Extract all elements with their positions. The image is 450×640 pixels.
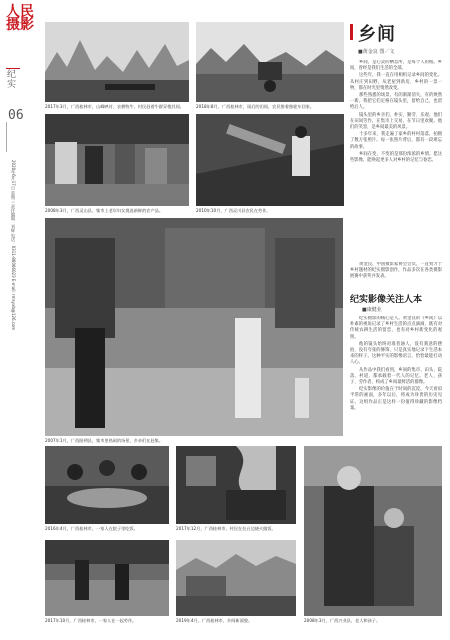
paragraph: 乡间在变，不变的是那份浓浓的乡情。愿这些影像，能唤起更多人对乡村的记忆与眷恋。 — [350, 151, 442, 164]
photo-field-work — [45, 540, 169, 616]
photo-market-women — [45, 114, 189, 206]
masthead-logo: 人民摄影 — [6, 4, 34, 33]
photo-elder-and-child — [304, 446, 442, 616]
caption-6: 2016年4月，广西桂林市，一家人在院子里吃饭。 — [45, 526, 138, 531]
page-number: 06 — [8, 108, 24, 123]
article-body — [350, 60, 442, 258]
caption-2: 2018年8月，广西桂林市，雨后的田间，农民推着独轮车回家。 — [196, 104, 315, 109]
vertical-rule — [6, 122, 17, 152]
caption-9: 2019年4月，广西桂林市，乡间新面貌。 — [176, 618, 253, 623]
paragraph: 纪实影像的价值在于时间的沉淀。今天看似平常的画面，多年以后，将成为珍贵的历史见证。这组作品正是这样一份值得珍藏的影像档案。 — [350, 387, 442, 411]
paragraph: 那些熟悉的场景，有的渐渐消失，有的焕然一新。我把它们定格在镜头里，留给自己，也留给后人。 — [350, 93, 442, 111]
sub-article-body — [350, 316, 442, 440]
caption-8: 2017年10月，广西桂林市，一家人在一起劳作。 — [45, 618, 137, 623]
caption-3: 2008年3月，广西灵山县，集市上老年妇女挑选新鲜的农产品。 — [45, 208, 164, 213]
photo-family-meal — [45, 446, 169, 524]
paragraph: 纪实摄影的核心是人。黄金良的《乡间》以朴素的视角记录了乡村生活的点点滴滴，既有对传统农耕生活的留恋，也有对乡村新变化的观照。 — [350, 316, 442, 340]
paragraph: 十多年来，我走遍了家乡的村村落落，拍摄了数万张照片。每一张照片背后，都有一段难忘的故事。 — [350, 132, 442, 150]
caption-7: 2017年12月，广西桂林市，村民在灶台边烧火做饭。 — [176, 526, 276, 531]
author-bio: 黄金良，中国摄影家协会会员，一直致力于乡村题材的纪实摄影创作，作品多次在各类摄影展赛中获奖并发表。 — [350, 262, 442, 280]
photo-new-village — [176, 540, 296, 616]
section-divider — [6, 68, 20, 69]
caption-5: 2007年1月，广西阳朔县，集市里热闹的场景，乡亲们在赶集。 — [45, 438, 164, 443]
article-byline: ■黄金良 图／文 — [358, 49, 395, 55]
photo-kitchen-smoke — [176, 446, 296, 524]
article-title: 乡间 — [358, 24, 396, 45]
caption-4: 2010年10月，广西灵川县农民在劳作。 — [196, 208, 271, 213]
paragraph: 镜头里的乡亲们，朴实、勤劳、乐观。他们在田间劳作，在集市上交易，在节日里欢聚。他们的笑容，是乡间最美的风景。 — [350, 112, 442, 131]
photo-village-market — [45, 218, 343, 436]
photo-wheelbarrow — [196, 22, 344, 102]
section-name: 纪实 — [7, 70, 17, 90]
photo-karst-herding — [45, 22, 189, 102]
issue-info: 2020年6月17日 星期三 责任编辑：刘辉 电话：0311-86066023 E-mail: rmsyxb@126.com — [11, 160, 16, 331]
caption-10: 2008年3月，广西兴业县，老人和孩子。 — [304, 618, 381, 623]
sub-article-byline: ■康健业 — [362, 307, 382, 313]
paragraph: 乡间，是心灵的栖息所，是每个人的根。乡间，曾经是我们生活的全部。 — [350, 60, 442, 72]
title-accent — [350, 24, 353, 40]
sub-article-title: 纪实影像关注人本 — [350, 295, 423, 305]
paragraph: 从作品中我们看到，乡间的集市、田头、院落、村道，都承载着一代人的记忆。老人、孩子、劳作者，构成了乡间最鲜活的群像。 — [350, 367, 442, 386]
caption-1: 2017年3月，广西桂林市，山峰映衬，农耕牧牛，村民赶着牛群穿梭其间。 — [45, 104, 184, 109]
photo-farm-labor — [196, 114, 344, 206]
paragraph: 他的镜头始终对准普通人，没有刻意的摆拍，没有夸张的修饰，只是真实地记录下生活本来的样子。这种平实的影像语言，恰恰最能打动人心。 — [350, 341, 442, 366]
paragraph: 这些年，我一直在用相机记录乡间的变化。从村庄到田野，从老屋到新房，乡村的一景一物，都在时光里悄然改变。 — [350, 73, 442, 91]
